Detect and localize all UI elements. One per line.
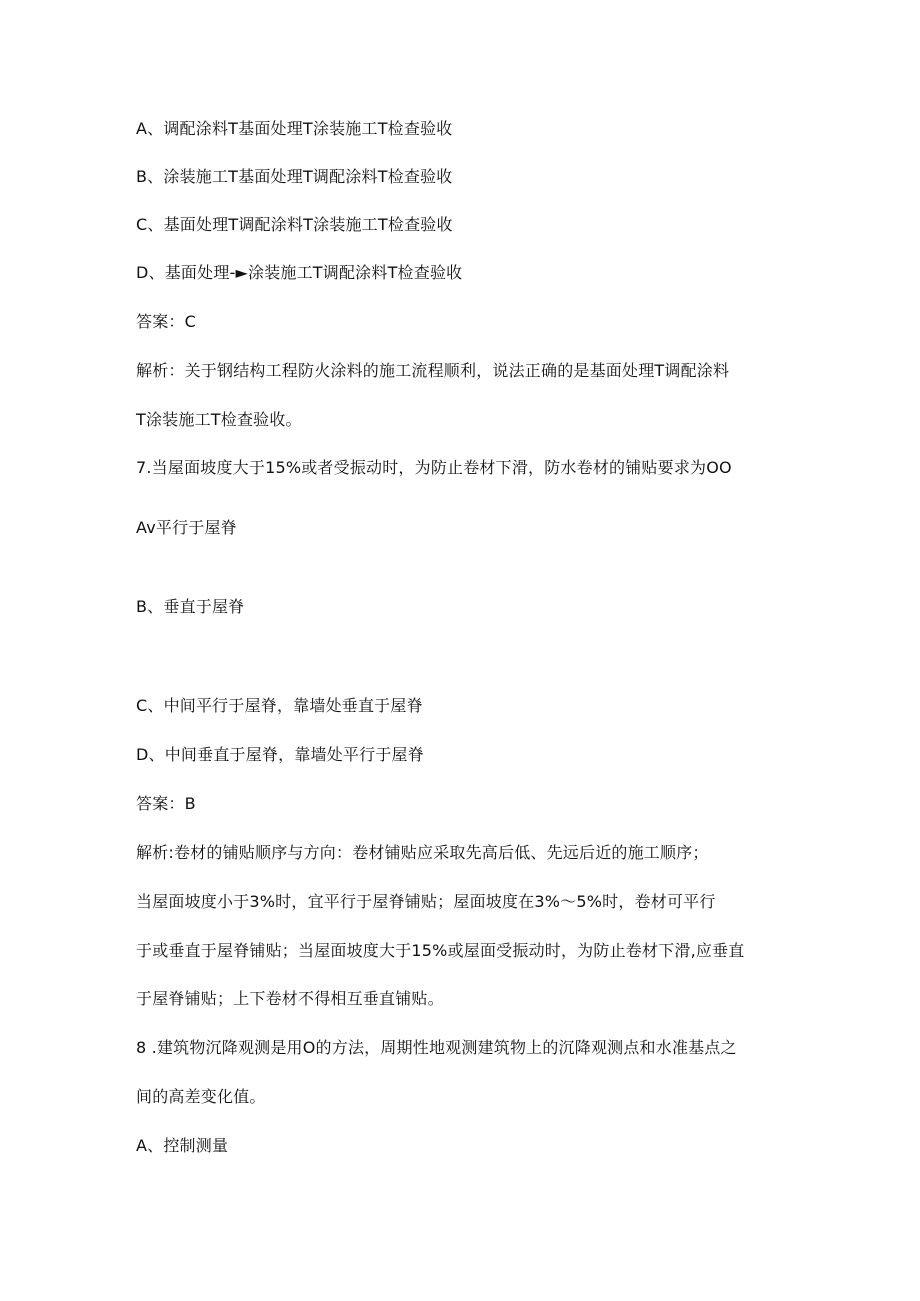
q6-option-b: B、涂装施工T基面处理T调配涂料T检查验收 [136,167,453,186]
q7-answer: 答案：B [136,794,196,813]
q7-option-a: Av平行于屋脊 [136,518,237,537]
q8-question-line-2: 间的高差变化值。 [136,1087,266,1106]
q8-option-a: A、控制测量 [136,1136,229,1155]
q7-question: 7.当屋面坡度大于15%或者受振动时，为防止卷材下滑，防水卷材的铺贴要求为OO [136,458,732,477]
q7-option-b: B、垂直于屋脊 [136,597,245,616]
q7-analysis-line-4: 于屋脊铺贴；上下卷材不得相互垂直铺贴。 [136,989,444,1008]
q8-question-line-1: 8 .建筑物沉降观测是用O的方法，周期性地观测建筑物上的沉降观测点和水准基点之 [136,1038,737,1057]
q6-analysis-line-1: 解析：关于钢结构工程防火涂料的施工流程顺利，说法正确的是基面处理T调配涂料 [136,361,730,380]
q7-analysis-line-3: 于或垂直于屋脊铺贴；当屋面坡度大于15%或屋面受振动时，为防止卷材下滑,应垂直 [136,941,745,960]
q6-answer: 答案：C [136,312,196,331]
q6-option-c: C、基面处理T调配涂料T涂装施工T检查验收 [136,215,453,234]
q7-analysis-line-2: 当屋面坡度小于3%时，宜平行于屋脊铺贴；屋面坡度在3%〜5%时，卷材可平行 [136,892,716,911]
q7-option-d: D、中间垂直于屋脊，靠墙处平行于屋脊 [136,745,424,764]
q6-option-d: D、基面处理-►涂装施工T调配涂料T检查验收 [136,263,463,282]
q7-option-c: C、中间平行于屋脊，靠墙处垂直于屋脊 [136,696,423,715]
q6-analysis-line-2: T涂装施工T检查验收。 [136,410,302,429]
q7-analysis-line-1: 解析:卷材的铺贴顺序与方向：卷材铺贴应采取先高后低、先远后近的施工顺序； [136,843,709,862]
q6-option-a: A、调配涂料T基面处理T涂装施工T检查验收 [136,119,453,138]
